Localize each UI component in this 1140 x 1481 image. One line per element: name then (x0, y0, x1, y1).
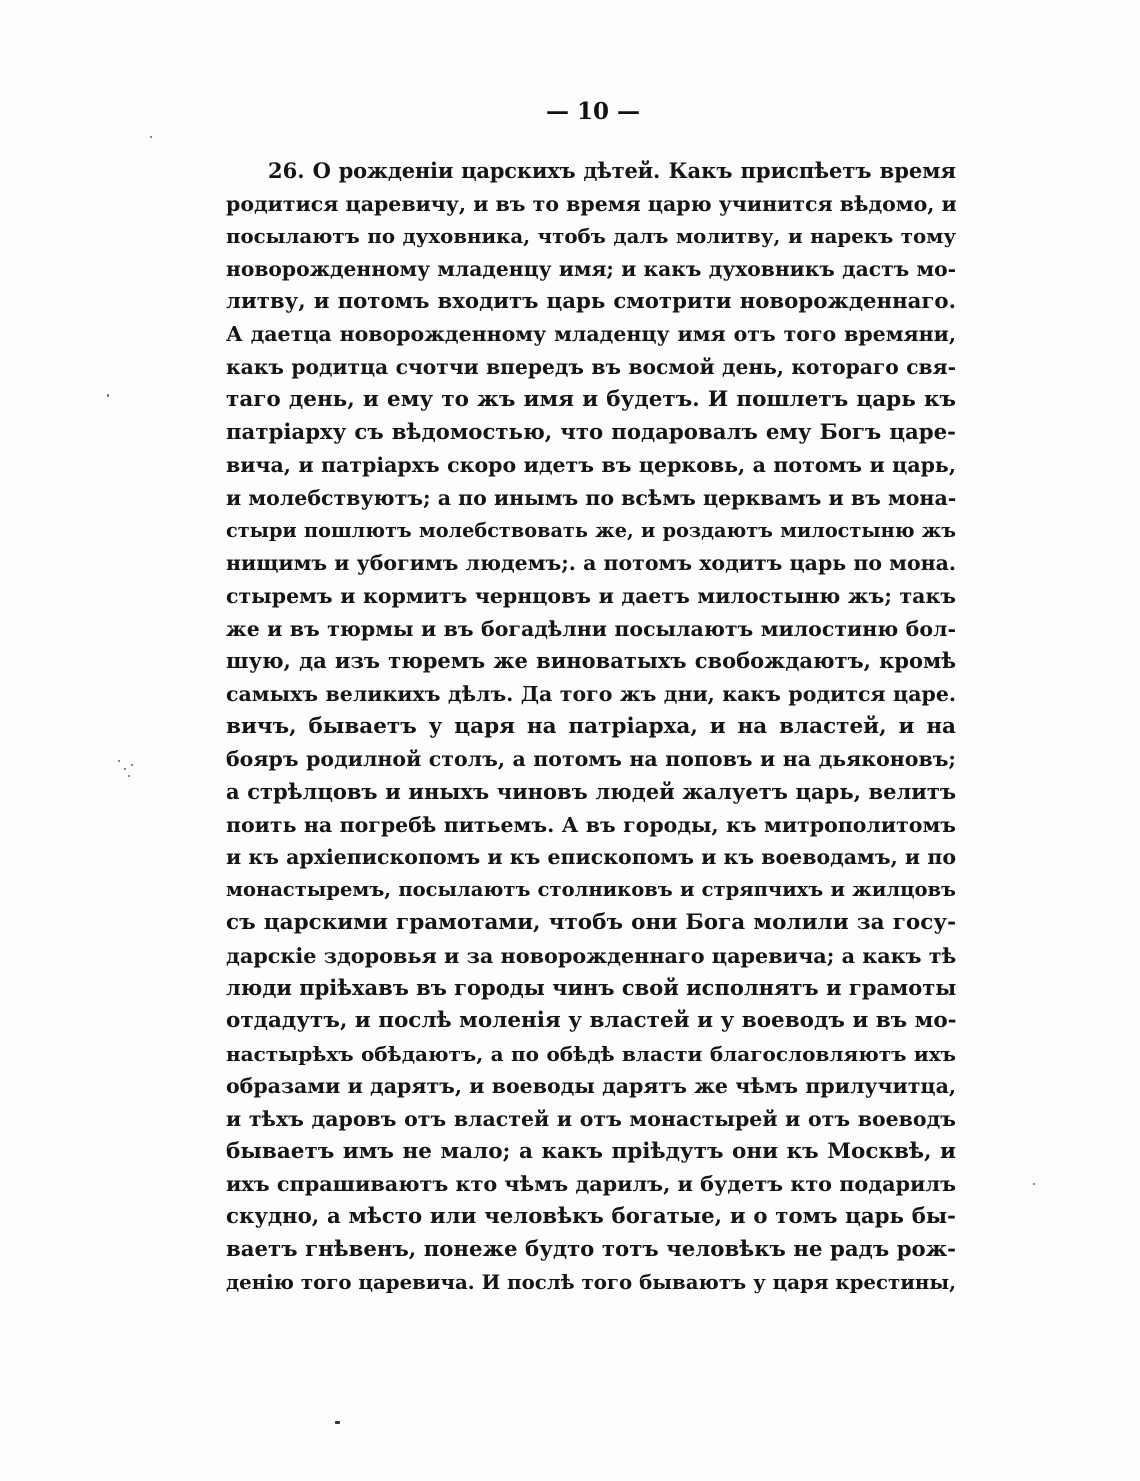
text-line: А даетца новорожденному младенцу имя отъ того времяни, (226, 322, 956, 347)
text-line: монастыремъ, посылаютъ столниковъ и стряпчихъ и жилцовъ (226, 878, 956, 902)
text-line: какъ родитца счотчи впередъ въ восмой день, котораго свя- (226, 355, 956, 380)
scan-speck (118, 760, 120, 762)
scan-speck (128, 775, 130, 777)
section-heading: О рожденіи царскихъ дѣтей (312, 158, 654, 183)
text-line: таго день, и ему то жъ имя и будетъ. И пошлетъ царь къ (226, 386, 956, 412)
scan-speck (107, 394, 109, 397)
paragraph-lines (226, 188, 956, 1299)
text-line: вича, и патріархъ скоро идетъ въ церковь, а потомъ и царь, (226, 453, 956, 478)
paragraph-first-line (226, 155, 956, 188)
section-number: 26. (268, 158, 305, 183)
text-line: образами и дарятъ, и воеводы дарятъ же чѣмъ прилучитца, (226, 1074, 956, 1099)
text-line: вичъ, бываетъ у царя на патріарха, и на властей, и на (226, 713, 956, 739)
text-line: посылаютъ по духовника, чтобъ далъ молитву, и нарекъ тому (226, 224, 956, 249)
text-line: стыремъ и кормитъ чернцовъ и даетъ милостыню жъ; такъ (226, 583, 956, 608)
text-line: и тѣхъ даровъ отъ властей и отъ монастырей и отъ воеводъ (226, 1106, 956, 1131)
text-line: и молебствуютъ; а по инымъ по всѣмъ церквамъ и въ мона- (226, 485, 957, 510)
text-line: родитися царевичу, и въ то время царю учинится вѣдомо, и (226, 191, 957, 216)
text-line: денію того царевича. И послѣ того бываютъ у царя крестины, (226, 1270, 956, 1295)
text-line: съ царскими грамотами, чтобъ они Бога молили за госу- (226, 909, 956, 935)
scan-speck (124, 768, 126, 770)
text-line: ихъ спрашиваютъ кто чѣмъ дарилъ, и будетъ кто подарилъ (226, 1172, 956, 1197)
text-line: стыри пошлютъ молебствовать же, и роздаютъ милостыню жъ (226, 518, 956, 542)
text-line: скудно, а мѣсто или человѣкъ богатые, и о томъ царь бы- (226, 1204, 956, 1229)
text-line: бояръ родилной столъ, а потомъ на поповъ и на дьяконовъ; (226, 747, 956, 772)
scan-speck (335, 1421, 340, 1424)
text-line: шую, да изъ тюремъ же виноватыхъ свобождаютъ, кромѣ (226, 648, 956, 674)
text-line: настырѣхъ обѣдаютъ, а по обѣдѣ власти благословляютъ ихъ (226, 1041, 956, 1066)
page-number: — 10 — (545, 98, 641, 125)
text-line: люди пріѣхавъ въ городы чинъ свой исполнятъ и грамоты (226, 975, 957, 1001)
text-line: самыхъ великихъ дѣлъ. Да того жъ дни, какъ родится царе. (226, 682, 956, 706)
scan-speck (131, 764, 133, 766)
text-line: а стрѣлцовъ и иныхъ чиновъ людей жалуетъ царь, велитъ (226, 779, 956, 805)
text-line: бываетъ имъ не мало; а какъ пріѣдутъ они къ Москвѣ, и (226, 1138, 956, 1164)
scan-speck (150, 136, 152, 138)
text-line: патріарху съ вѣдомостью, что подаровалъ ему Богъ царе- (226, 419, 956, 445)
section-26-text (226, 155, 956, 1299)
text-line: отдадутъ, и послѣ моленія у властей и у воеводъ и въ мо- (226, 1007, 957, 1033)
text-line: литву, и потомъ входитъ царь смотрити новорожденнаго. (226, 288, 956, 314)
text-line: нищимъ и убогимъ людемъ;. а потомъ ходитъ царь по мона. (226, 551, 957, 576)
text-line: новорожденному младенцу имя; и какъ духовникъ дастъ мо- (226, 257, 956, 282)
scan-speck (1033, 1183, 1035, 1185)
text-line: поить на погребѣ питьемъ. А въ городы, къ митрополитомъ (226, 812, 956, 837)
text-line: же и въ тюрмы и въ богадѣлни посылаютъ милостиню бол- (226, 616, 956, 641)
text-line: и къ архіепископомъ и къ епископомъ и къ воеводамъ, и по (226, 845, 956, 870)
first-line-text: . Какъ приспѣетъ время (653, 158, 957, 183)
text-line: ваетъ гнѣвенъ, понеже будто тотъ человѣкъ не радъ рож- (226, 1236, 956, 1262)
text-line: дарскіе здоровья и за новорожденнаго царевича; а какъ тѣ (226, 943, 957, 968)
